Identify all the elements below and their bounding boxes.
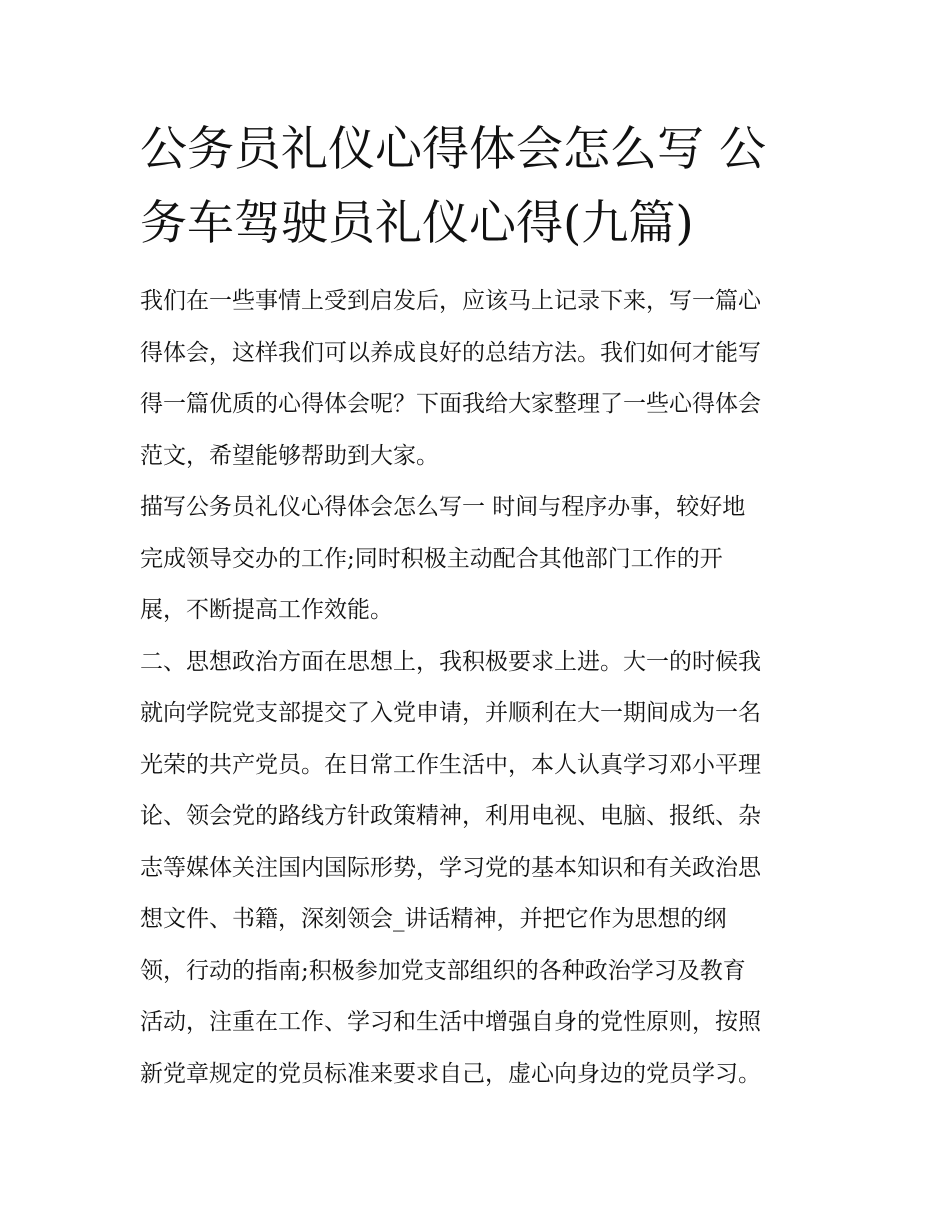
text-line: 完成领导交办的工作;同时积极主动配合其他部门工作的开 (140, 545, 723, 572)
text-line: 描写公务员礼仪心得体会怎么写一 时间与程序办事，较好地 (140, 494, 746, 520)
document-title (140, 113, 820, 261)
title-line-1: 公务员礼仪心得体会怎么写 公 (140, 122, 766, 177)
paragraph-section-one (140, 482, 830, 637)
text-line: 领，行动的指南;积极参加党支部组织的各种政治学习及教育 (140, 957, 746, 984)
text-line: 展，不断提高工作效能。 (140, 597, 393, 623)
text-line: 论、领会党的路线方针政策精神，利用电视、电脑、报纸、杂 (140, 803, 761, 829)
text-line: 志等媒体关注国内国际形势，学习党的基本知识和有关政治思 (140, 854, 761, 881)
text-line: 我们在一些事情上受到启发后，应该马上记录下来，写一篇心 (140, 288, 761, 314)
text-line: 二、思想政治方面在思想上，我积极要求上进。大一的时候我 (140, 648, 761, 675)
title-line-2: 务车驾驶员礼仪心得(九篇) (140, 196, 694, 251)
text-line: 活动，注重在工作、学习和生活中增强自身的党性原则，按照 (140, 1009, 761, 1035)
text-line: 新党章规定的党员标准来要求自己，虚心向身边的党员学习。 (140, 1060, 761, 1087)
paragraph-intro (140, 276, 830, 482)
text-line: 光荣的共产党员。在日常工作生活中，本人认真学习邓小平理 (140, 751, 761, 778)
text-line: 范文，希望能够帮助到大家。 (140, 442, 439, 469)
text-line: 就向学院党支部提交了入党申请，并顺利在大一期间成为一名 (140, 700, 761, 726)
text-line: 得体会，这样我们可以养成良好的总结方法。我们如何才能写 (140, 339, 761, 366)
text-line: 想文件、书籍，深刻领会_讲话精神，并把它作为思想的纲 (140, 906, 727, 932)
paragraph-section-two (140, 637, 830, 1101)
document-body (140, 276, 830, 1100)
text-line: 得一篇优质的心得体会呢？下面我给大家整理了一些心得体会 (140, 391, 761, 417)
